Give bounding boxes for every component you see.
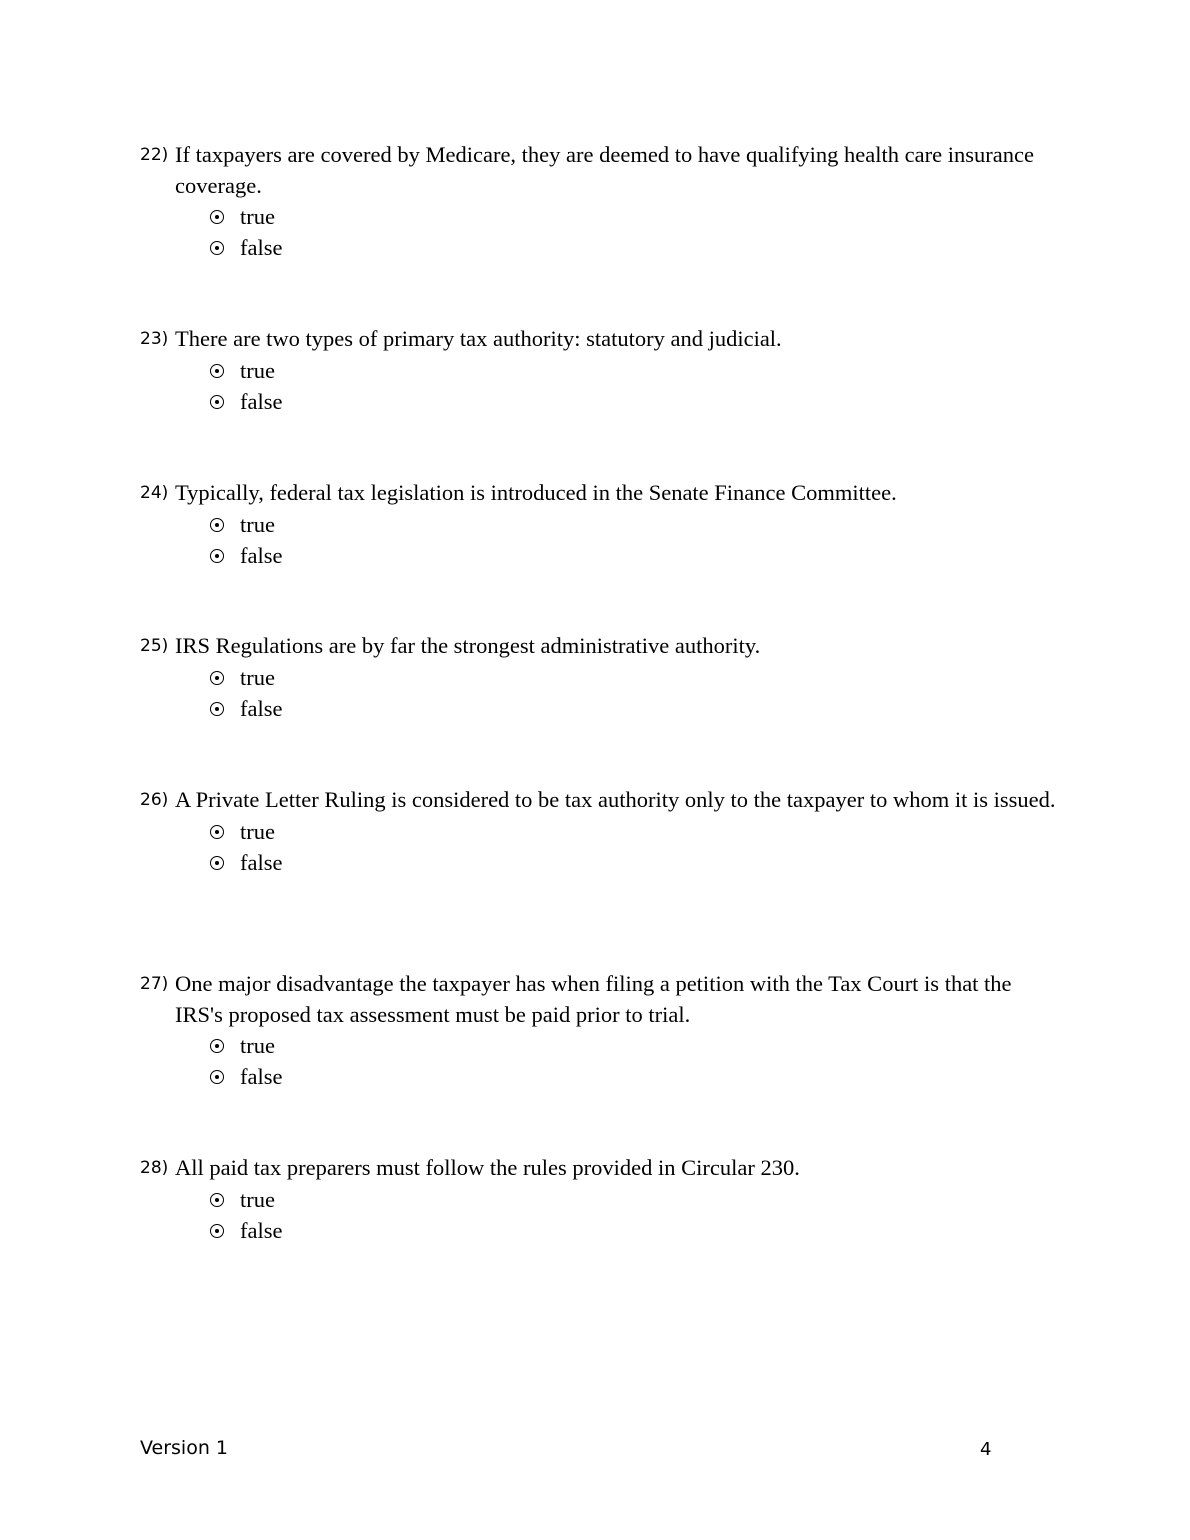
option-true[interactable] bbox=[210, 662, 1060, 693]
question-23 bbox=[140, 323, 1060, 417]
question-number: 24) bbox=[140, 483, 169, 503]
radio-button-icon[interactable] bbox=[210, 1039, 224, 1053]
radio-button-icon[interactable] bbox=[210, 395, 224, 409]
option-label: false bbox=[240, 389, 283, 414]
question-text: Typically, federal tax legislation is introduced in the Senate Finance Committee. bbox=[175, 480, 897, 505]
question-number: 27) bbox=[140, 974, 169, 994]
option-true[interactable] bbox=[210, 1030, 1060, 1061]
question-number: 25) bbox=[140, 636, 169, 656]
option-label: true bbox=[240, 512, 275, 537]
option-true[interactable] bbox=[210, 201, 1060, 232]
option-true[interactable] bbox=[210, 355, 1060, 386]
question-24 bbox=[140, 477, 1060, 571]
option-label: false bbox=[240, 543, 283, 568]
question-number: 22) bbox=[140, 145, 169, 165]
option-label: false bbox=[240, 850, 283, 875]
option-true[interactable] bbox=[210, 816, 1060, 847]
option-label: true bbox=[240, 1033, 275, 1058]
option-false[interactable] bbox=[210, 1215, 1060, 1246]
option-false[interactable] bbox=[210, 693, 1060, 724]
question-25 bbox=[140, 630, 1060, 724]
radio-button-icon[interactable] bbox=[210, 671, 224, 685]
radio-button-icon[interactable] bbox=[210, 241, 224, 255]
option-label: false bbox=[240, 1064, 283, 1089]
question-text: IRS Regulations are by far the strongest administrative authority. bbox=[175, 633, 761, 658]
option-false[interactable] bbox=[210, 1061, 1060, 1092]
question-28 bbox=[140, 1152, 1060, 1246]
radio-button-icon[interactable] bbox=[210, 364, 224, 378]
footer-version: Version 1 bbox=[140, 1437, 228, 1459]
option-true[interactable] bbox=[210, 1184, 1060, 1215]
option-false[interactable] bbox=[210, 386, 1060, 417]
question-27 bbox=[140, 968, 1060, 1092]
question-text: All paid tax preparers must follow the rules provided in Circular 230. bbox=[175, 1155, 800, 1180]
question-number: 28) bbox=[140, 1158, 169, 1178]
radio-button-icon[interactable] bbox=[210, 1224, 224, 1238]
option-label: true bbox=[240, 358, 275, 383]
page-number: 4 bbox=[980, 1439, 992, 1460]
question-text: One major disadvantage the taxpayer has when filing a petition with the Tax Court is that the IRS's proposed tax assessment must be paid prior to trial. bbox=[175, 971, 1012, 1027]
option-label: true bbox=[240, 819, 275, 844]
option-true[interactable] bbox=[210, 509, 1060, 540]
option-label: true bbox=[240, 665, 275, 690]
question-text: A Private Letter Ruling is considered to be tax authority only to the taxpayer to whom it is issued. bbox=[175, 787, 1056, 812]
question-22 bbox=[140, 139, 1060, 263]
question-text: If taxpayers are covered by Medicare, they are deemed to have qualifying health care insurance coverage. bbox=[175, 142, 1034, 198]
option-label: true bbox=[240, 204, 275, 229]
option-false[interactable] bbox=[210, 540, 1060, 571]
question-text: There are two types of primary tax authority: statutory and judicial. bbox=[175, 326, 782, 351]
radio-button-icon[interactable] bbox=[210, 702, 224, 716]
question-26 bbox=[140, 784, 1060, 878]
option-label: false bbox=[240, 696, 283, 721]
radio-button-icon[interactable] bbox=[210, 1070, 224, 1084]
question-number: 23) bbox=[140, 329, 169, 349]
question-number: 26) bbox=[140, 790, 169, 810]
option-label: false bbox=[240, 1218, 283, 1243]
option-label: true bbox=[240, 1187, 275, 1212]
radio-button-icon[interactable] bbox=[210, 549, 224, 563]
radio-button-icon[interactable] bbox=[210, 856, 224, 870]
radio-button-icon[interactable] bbox=[210, 825, 224, 839]
radio-button-icon[interactable] bbox=[210, 210, 224, 224]
option-false[interactable] bbox=[210, 847, 1060, 878]
radio-button-icon[interactable] bbox=[210, 518, 224, 532]
option-false[interactable] bbox=[210, 232, 1060, 263]
option-label: false bbox=[240, 235, 283, 260]
radio-button-icon[interactable] bbox=[210, 1193, 224, 1207]
